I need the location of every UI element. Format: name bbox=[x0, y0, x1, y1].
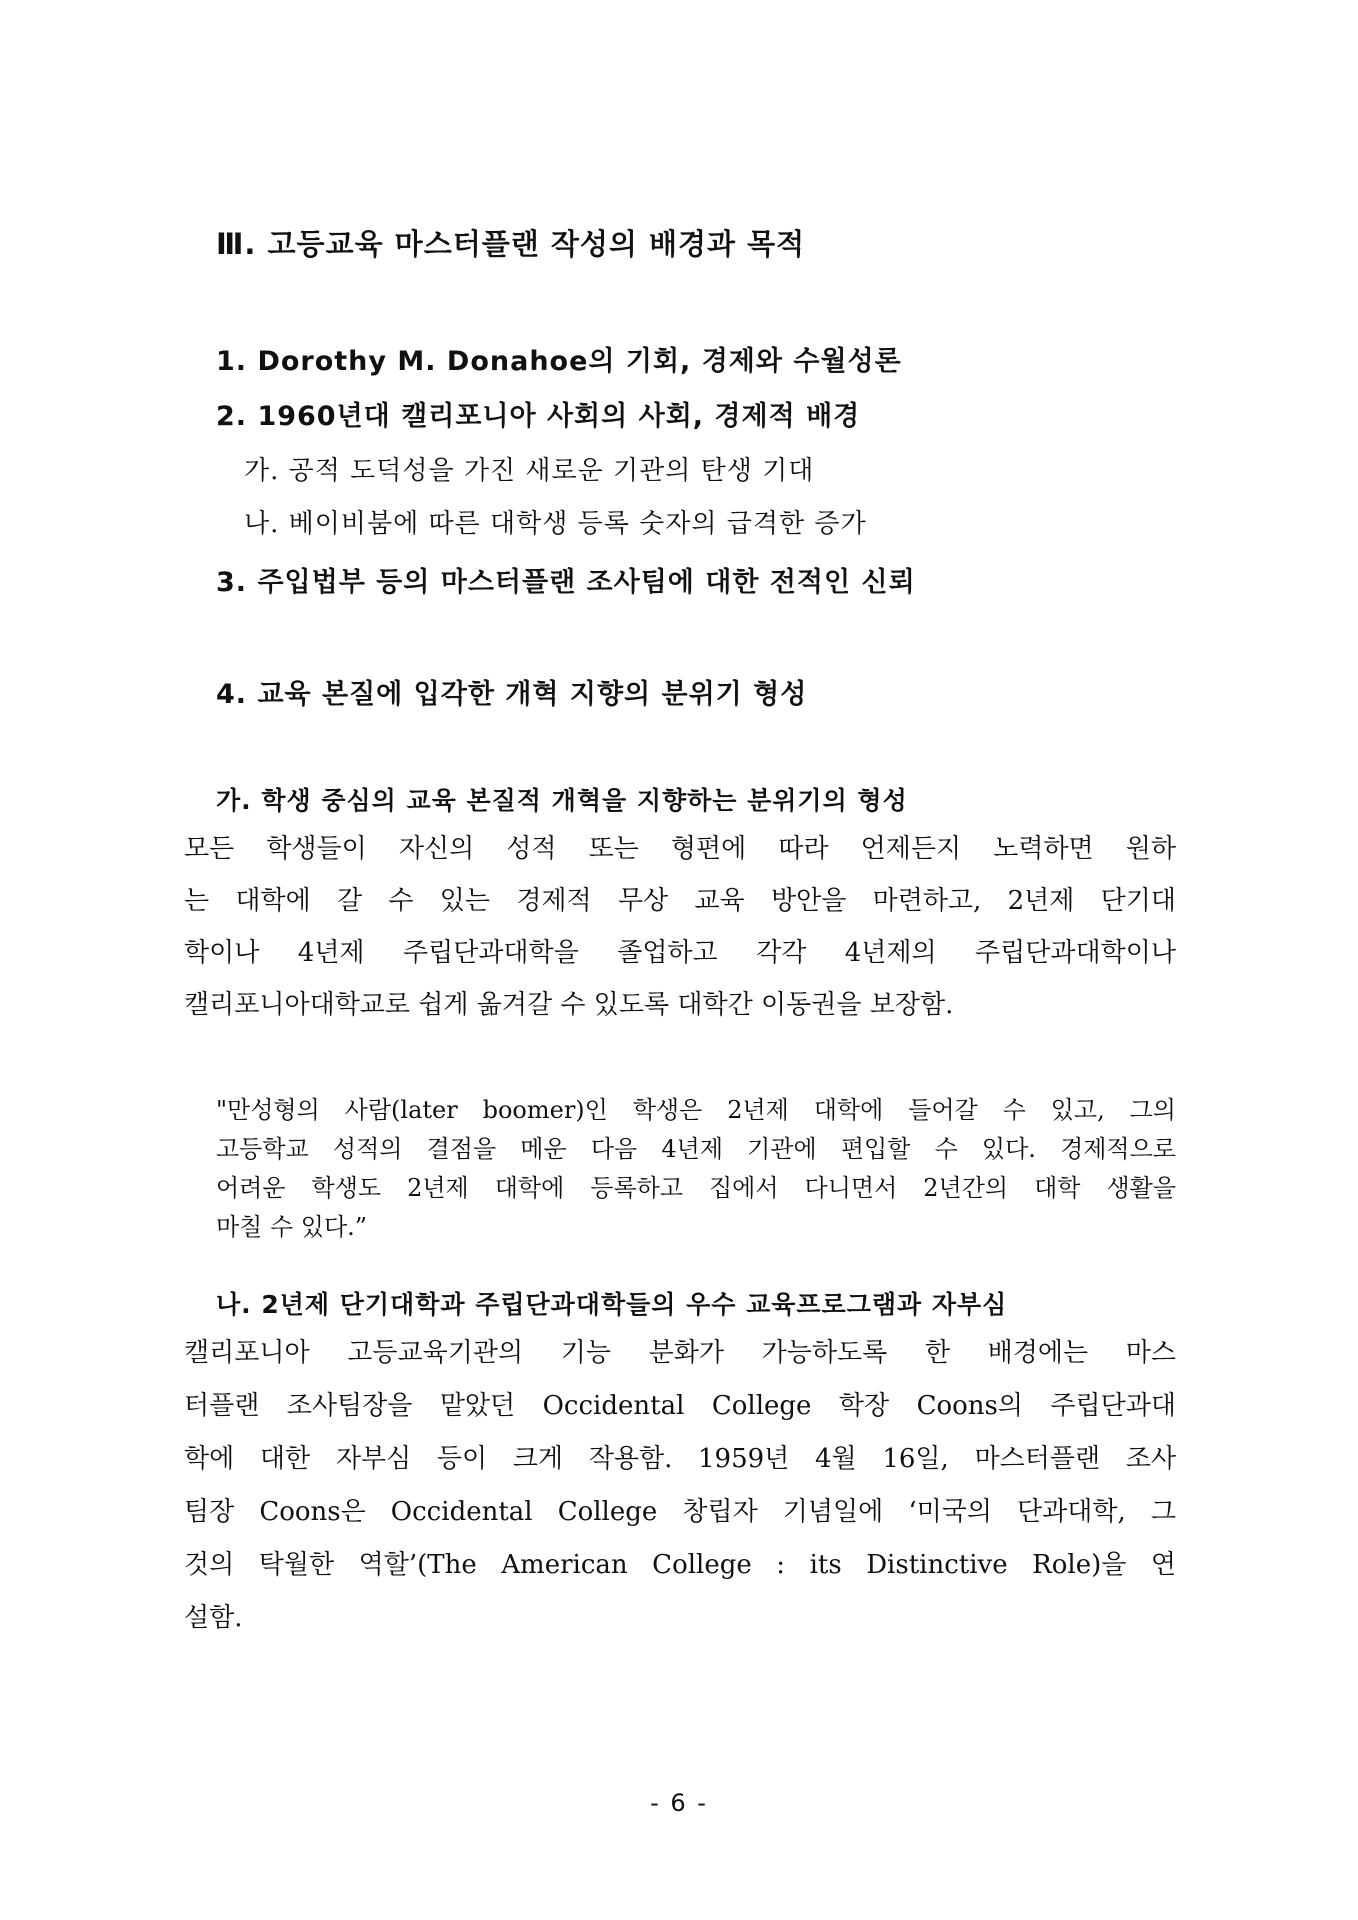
paragraph-a-line: 는 대학에 갈 수 있는 경제적 무상 교육 방안을 마련하고, 2년제 단기대 bbox=[184, 886, 1176, 916]
paragraph-a-line: 모든 학생들이 자신의 성적 또는 형편에 따라 언제든지 노력하면 원하 bbox=[184, 834, 1176, 864]
subsection-a-title: 가. 학생 중심의 교육 본질적 개혁을 지향하는 분위기의 형성 bbox=[216, 786, 908, 815]
quote-line: 고등학교 성적의 결점을 메운 다음 4년제 기관에 편입할 수 있다. 경제적으로 bbox=[216, 1135, 1176, 1163]
page-number: - 6 - bbox=[650, 1789, 708, 1817]
paragraph-b-line: 팀장 Coons은 Occidental College 창립자 기념일에 ‘미국의 단과대학, 그 bbox=[184, 1497, 1176, 1527]
paragraph-b-line: 설함. bbox=[184, 1603, 243, 1633]
paragraph-a-line: 캘리포니아대학교로 쉽게 옮겨갈 수 있도록 대학간 이동권을 보장함. bbox=[184, 990, 954, 1020]
heading-4: 4. 교육 본질에 입각한 개혁 지향의 분위기 형성 bbox=[216, 679, 808, 710]
heading-3: 3. 주입법부 등의 마스터플랜 조사팀에 대한 전적인 신뢰 bbox=[216, 567, 916, 598]
subsection-b-title: 나. 2년제 단기대학과 주립단과대학들의 우수 교육프로그램과 자부심 bbox=[216, 1290, 1008, 1319]
paragraph-b-line: 학에 대한 자부심 등이 크게 작용함. 1959년 4월 16일, 마스터플랜 조사 bbox=[184, 1444, 1176, 1474]
paragraph-b-line: 것의 탁월한 역할’(The American College : its Distinctive Role)을 연 bbox=[184, 1550, 1176, 1580]
quote-line: 어려운 학생도 2년제 대학에 등록하고 집에서 다니면서 2년간의 대학 생활을 bbox=[216, 1174, 1176, 1202]
paragraph-b-line: 캘리포니아 고등교육기관의 기능 분화가 가능하도록 한 배경에는 마스 bbox=[184, 1338, 1176, 1368]
heading-2: 2. 1960년대 캘리포니아 사회의 사회, 경제적 배경 bbox=[216, 401, 861, 432]
paragraph-b-line: 터플랜 조사팀장을 맡았던 Occidental College 학장 Coons의 주립단과대 bbox=[184, 1391, 1176, 1421]
sub-item-na: 나. 베이비붐에 따른 대학생 등록 숫자의 급격한 증가 bbox=[244, 509, 867, 539]
quote-line: "만성형의 사람(later boomer)인 학생은 2년제 대학에 들어갈 수 있고, 그의 bbox=[216, 1096, 1176, 1124]
heading-1: 1. Dorothy M. Donahoe의 기회, 경제와 수월성론 bbox=[216, 346, 902, 377]
sub-item-ga: 가. 공적 도덕성을 가진 새로운 기관의 탄생 기대 bbox=[244, 456, 815, 486]
quote-line: 마칠 수 있다.” bbox=[216, 1213, 368, 1241]
section-title: Ⅲ. 고등교육 마스터플랜 작성의 배경과 목적 bbox=[216, 227, 806, 261]
paragraph-a-line: 학이나 4년제 주립단과대학을 졸업하고 각각 4년제의 주립단과대학이나 bbox=[184, 938, 1176, 968]
